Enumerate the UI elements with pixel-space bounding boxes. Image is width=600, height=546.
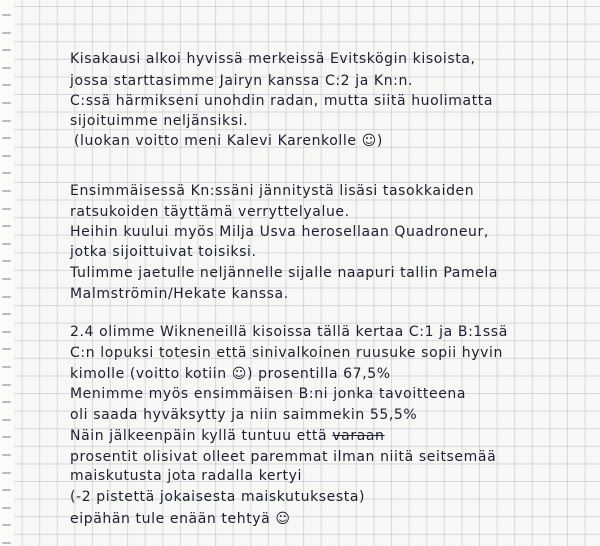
- binding-hole: [2, 225, 11, 227]
- binding-hole: [2, 313, 11, 315]
- binding-hole: [2, 507, 11, 509]
- binding-hole: [2, 67, 11, 69]
- binding-hole: [2, 436, 11, 438]
- binding-hole: [2, 296, 11, 298]
- text-line: C:n lopuksi totesin että sinivalkoinen ruusuke sopii hyvin: [70, 345, 503, 361]
- text-line: sijoituimme neljänsiksi.: [70, 113, 249, 129]
- text-line: (-2 pistettä jokaisesta maiskutuksesta): [70, 489, 366, 505]
- text-line: eipähän tule enään tehtyä ☺: [70, 511, 291, 527]
- text-line: Heihin kuului myös Milja Usva herosellaan Quadroneur,: [70, 224, 489, 240]
- binding-hole: [2, 172, 11, 174]
- text-line: (luokan voitto meni Kalevi Karenkolle ☺): [74, 133, 383, 149]
- text-line: [70, 427, 385, 445]
- text-line: kimolle (voitto kotiin ☺) prosentilla 67,5%: [70, 366, 391, 382]
- binding-hole: [2, 155, 11, 157]
- binding-hole: [2, 190, 11, 192]
- text-line: prosentit olisivat olleet paremmat ilman niitä seitsemää: [70, 449, 497, 465]
- notebook-binding-margin: [0, 0, 14, 546]
- text-line: ratsukoiden täyttämä verryttelyalue.: [70, 204, 350, 220]
- binding-hole: [2, 208, 11, 210]
- binding-hole: [2, 401, 11, 403]
- binding-hole: [2, 542, 11, 544]
- text-line: C:ssä härmikseni unohdin radan, mutta siitä huolimatta: [70, 93, 494, 109]
- text-line: Kisakausi alkoi hyvissä merkeissä Evitskögin kisoista,: [70, 51, 476, 67]
- text-line: 2.4 olimme Wikneneillä kisoissa tällä kertaa C:1 ja B:1ssä: [70, 324, 508, 340]
- binding-hole: [2, 384, 11, 386]
- text-line: Menimme myös ensimmäisen B:ni jonka tavoitteena: [70, 386, 467, 402]
- text-line-main: Näin jälkeenpäin kyllä tuntuu että: [70, 428, 328, 444]
- binding-hole: [2, 366, 11, 368]
- binding-hole: [2, 260, 11, 262]
- binding-hole: [2, 120, 11, 122]
- binding-hole: [2, 102, 11, 104]
- text-line: maiskutusta jota radalla kertyi: [70, 468, 302, 484]
- binding-hole: [2, 137, 11, 139]
- binding-hole: [2, 278, 11, 280]
- binding-hole: [2, 243, 11, 245]
- binding-hole: [2, 348, 11, 350]
- binding-hole: [2, 84, 11, 86]
- text-line: oli saada hyväksytty ja niin saimmekin 55,5%: [70, 407, 418, 423]
- text-line: Malmströmin/Hekate kanssa.: [70, 286, 289, 302]
- binding-hole: [2, 32, 11, 34]
- binding-hole: [2, 454, 11, 456]
- text-line: Ensimmäisessä Kn:ssäni jännitystä lisäsi tasokkaiden: [70, 183, 475, 199]
- text-line: jossa starttasimme Jairyn kanssa C:2 ja Kn:n.: [70, 73, 414, 89]
- binding-hole: [2, 331, 11, 333]
- binding-hole: [2, 419, 11, 421]
- binding-hole: [2, 14, 11, 16]
- binding-hole: [2, 489, 11, 491]
- text-line: Tulimme jaetulle neljännelle sijalle naapuri tallin Pamela: [70, 265, 499, 281]
- binding-hole: [2, 49, 11, 51]
- binding-hole: [2, 524, 11, 526]
- text-line: jotka sijoittuivat toisiksi.: [70, 244, 257, 260]
- struck-word: varaan: [332, 428, 385, 444]
- binding-hole: [2, 472, 11, 474]
